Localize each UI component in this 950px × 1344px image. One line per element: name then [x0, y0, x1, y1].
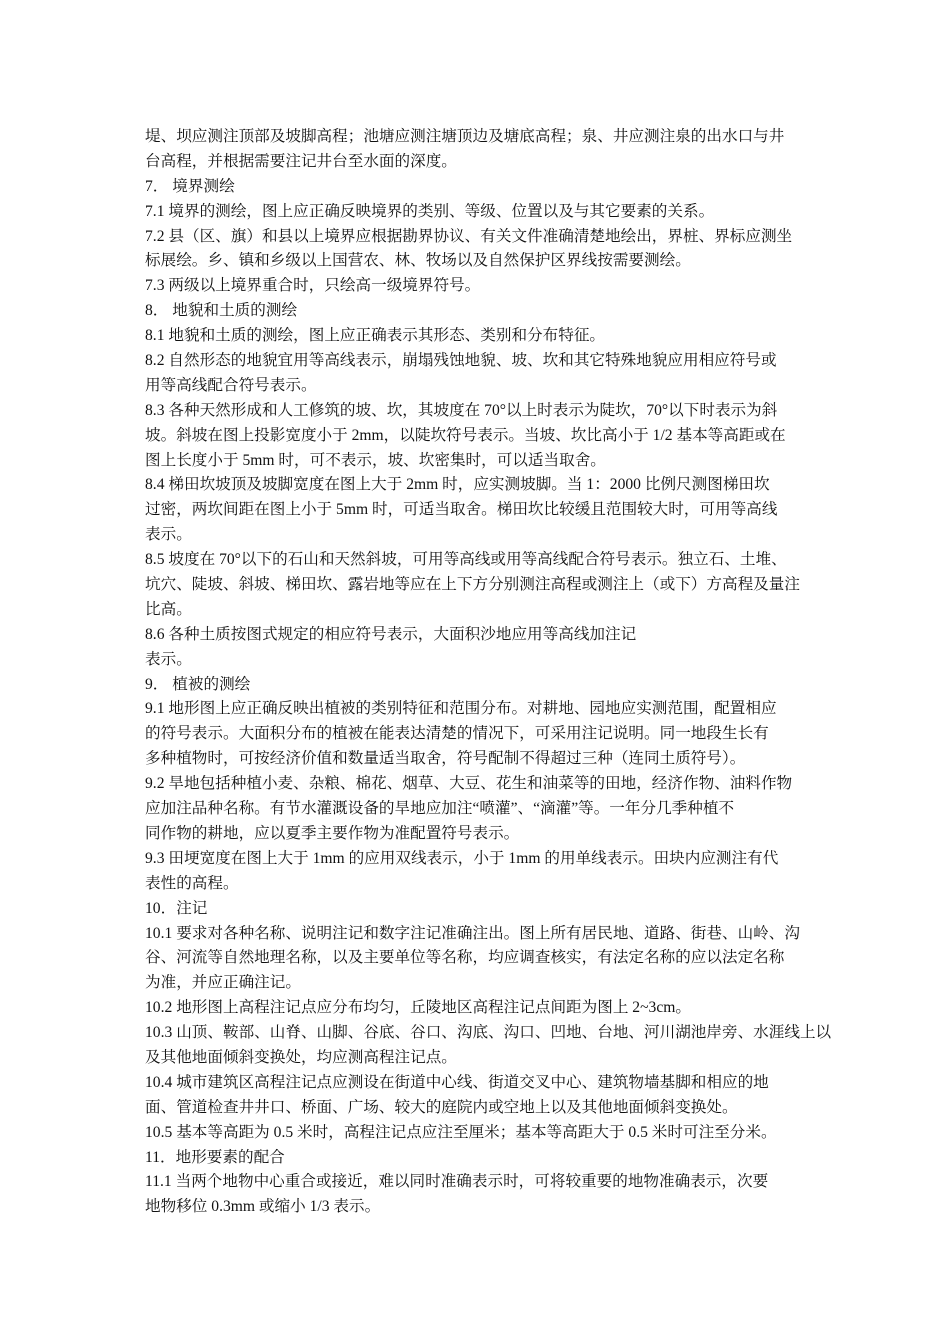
- text-line: 8.6 各种土质按图式规定的相应符号表示，大面积沙地应用等高线加注记: [145, 625, 637, 643]
- text-line: 图上长度小于 5mm 时，可不表示，坡、坎密集时，可以适当取舍。: [145, 451, 606, 469]
- text-line: 表示。: [145, 650, 192, 668]
- text-line: 应加注品种名称。有节水灌溉设备的旱地应加注“喷灌”、“滴灌”等。一年分几季种植不: [145, 800, 735, 818]
- text-line: 谷、河流等自然地理名称，以及主要单位等名称，均应调查核实，有法定名称的应以法定名称: [145, 949, 785, 967]
- text-line: 台高程，并根据需要注记井台至水面的深度。: [145, 152, 457, 170]
- text-line: 10.5 基本等高距为 0.5 米时，高程注记点应注至厘米；基本等高距大于 0.5 米时可注至分米。: [145, 1123, 777, 1141]
- text-line: 8.3 各种天然形成和人工修筑的坡、坎，其坡度在 70°以上时表示为陡坎，70°以下时表示为斜: [145, 401, 778, 419]
- text-line: 堤、坝应测注顶部及坡脚高程；池塘应测注塘顶边及塘底高程；泉、井应测注泉的出水口与井: [145, 128, 785, 145]
- text-line: 地物移位 0.3mm 或缩小 1/3 表示。: [145, 1198, 381, 1216]
- text-line: 8． 地貌和土质的测绘: [145, 302, 298, 320]
- text-line: 10.1 要求对各种名称、说明注记和数字注记准确注出。图上所有居民地、道路、街巷、山岭、沟: [145, 924, 800, 942]
- text-line: 同作物的耕地，应以夏季主要作物为准配置符号表示。: [145, 824, 520, 842]
- text-line: 多种植物时，可按经济价值和数量适当取舍，符号配制不得超过三种（连同土质符号）。: [145, 750, 746, 768]
- text-line: 7.1 境界的测绘，图上应正确反映境界的类别、等级、位置以及与其它要素的关系。: [145, 202, 715, 220]
- text-line: 7.2 县（区、旗）和县以上境界应根据勘界协议、有关文件准确清楚地绘出，界桩、界标应测坐: [145, 227, 793, 245]
- text-line: 表示。: [145, 526, 192, 544]
- text-line: 10.2 地形图上高程注记点应分布均匀，丘陵地区高程注记点间距为图上 2~3cm。: [145, 999, 691, 1017]
- text-line: 10．注记: [145, 899, 208, 917]
- document-page: [145, 125, 832, 1220]
- text-line: 过密，两坎间距在图上小于 5mm 时，可适当取舍。梯田坎比较缓且范围较大时，可用等高线: [145, 501, 778, 519]
- text-line: 11.1 当两个地物中心重合或接近，难以同时准确表示时，可将较重要的地物准确表示，次要: [145, 1173, 769, 1191]
- text-line: 及其他地面倾斜变换处，均应测高程注记点。: [145, 1048, 457, 1066]
- text-line: 为准，并应正确注记。: [145, 974, 301, 992]
- text-line: 10.3 山顶、鞍部、山脊、山脚、谷底、谷口、沟底、沟口、凹地、台地、河川湖池岸旁、水涯线上以: [145, 1024, 832, 1042]
- text-line: 8.1 地貌和土质的测绘，图上应正确表示其形态、类别和分布特征。: [145, 327, 606, 345]
- text-line: 面、管道检查井井口、桥面、广场、较大的庭院内或空地上以及其他地面倾斜变换处。: [145, 1098, 738, 1116]
- text-line: 8.2 自然形态的地貌宜用等高线表示，崩塌残蚀地貌、坡、坎和其它特殊地貌应用相应符号或: [145, 352, 777, 370]
- text-line: 用等高线配合符号表示。: [145, 376, 317, 394]
- text-line: 表性的高程。: [145, 874, 239, 892]
- text-line: 10.4 城市建筑区高程注记点应测设在街道中心线、街道交叉中心、建筑物墙基脚和相应的地: [145, 1073, 769, 1091]
- text-line: 11．地形要素的配合: [145, 1148, 285, 1166]
- text-line: 标展绘。乡、镇和乡级以上国营农、林、牧场以及自然保护区界线按需要测绘。: [145, 252, 691, 270]
- text-line: 9． 植被的测绘: [145, 675, 251, 693]
- text-line: 8.5 坡度在 70°以下的石山和天然斜坡，可用等高线或用等高线配合符号表示。独立石、土堆、: [145, 551, 787, 569]
- text-line: 7． 境界测绘: [145, 177, 235, 195]
- text-line: 9.2 旱地包括种植小麦、杂粮、棉花、烟草、大豆、花生和油菜等的田地，经济作物、油料作物: [145, 775, 793, 793]
- text-line: 坑穴、陡坡、斜坡、梯田坎、露岩地等应在上下方分别测注高程或测注上（或下）方高程及量注: [145, 576, 800, 594]
- text-line: 7.3 两级以上境界重合时，只绘高一级境界符号。: [145, 277, 481, 295]
- text-line: 比高。: [145, 600, 192, 618]
- text-line: 9.3 田埂宽度在图上大于 1mm 的应用双线表示，小于 1mm 的用单线表示。田块内应测注有代: [145, 849, 779, 867]
- text-line: 的符号表示。大面积分布的植被在能表达清楚的情况下，可采用注记说明。同一地段生长有: [145, 725, 769, 743]
- text-line: 8.4 梯田坎坡顶及坡脚宽度在图上大于 2mm 时，应实测坡脚。当 1：2000 比例尺测图梯田坎: [145, 476, 770, 494]
- text-line: 9.1 地形图上应正确反映出植被的类别特征和范围分布。对耕地、园地应实测范围，配置相应: [145, 700, 777, 718]
- text-line: 坡。斜坡在图上投影宽度小于 2mm，以陡坎符号表示。当坡、坎比高小于 1/2 基本等高距或在: [145, 426, 786, 444]
